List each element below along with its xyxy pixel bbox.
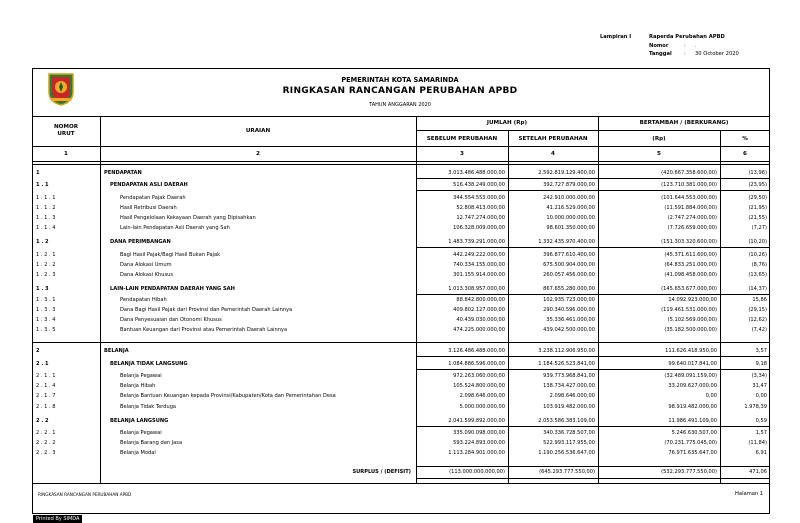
table-cell-rp: 99.640.017.841,00: [668, 361, 717, 367]
table-cell-uraian: BELANJA: [104, 348, 129, 354]
table-cell-uraian: LAIN-LAIN PENDAPATAN DAERAH YANG SAH: [110, 286, 235, 292]
table-cell-rp: (119.461.531.000,00): [661, 307, 717, 313]
printed-by-label: Printed By SIMDA: [33, 515, 82, 523]
table-cell-pct: 6,91: [755, 450, 767, 456]
nomor-label: Nomor: [649, 42, 669, 49]
table-cell-pct: (21,95): [748, 205, 767, 211]
lampiran-block: [600, 33, 739, 59]
table-cell-no: 2 . 1 . 7: [36, 393, 56, 399]
table-cell-uraian: PENDAPATAN: [104, 170, 142, 176]
table-cell-setelah: 242.910.000.000,00: [543, 195, 595, 201]
header-uraian: URAIAN: [245, 128, 271, 134]
table-cell-uraian: PENDAPATAN ASLI DAERAH: [110, 182, 188, 188]
header-urut: URUT: [57, 131, 75, 137]
table-cell-uraian: Belanja Hibah: [120, 383, 156, 389]
table-cell-setelah: 138.734.427.000,00: [543, 383, 595, 389]
table-cell-pct: (14,37): [748, 286, 767, 292]
table-cell-no: 1 . 3 . 5: [36, 327, 56, 333]
table-cell-pct: (3,34): [751, 373, 767, 379]
table-cell-uraian: Dana Alokasi Khusus: [120, 272, 174, 278]
table-cell-no: 1 . 3 . 3: [36, 307, 56, 313]
col-number-1: 1: [64, 151, 68, 157]
header-sebelum: SEBELUM PERUBAHAN: [426, 136, 498, 142]
table-cell-rp: (420.667.358.600,00): [661, 170, 717, 176]
table-cell-setelah: 98.601.350.000,00: [546, 225, 595, 231]
table-cell-setelah: 35.336.461.000,00: [546, 317, 595, 323]
table-cell-setelah: 10.000.000.000,00: [546, 215, 595, 221]
table-cell-sebelum: 5.000.000.000,00: [459, 404, 505, 410]
header-bertambah: BERTAMBAH / (BERKURANG): [639, 120, 729, 126]
table-cell-rp: (123.710.381.000,00): [661, 182, 717, 188]
table-cell-setelah: 3.238.112.906.950,00: [538, 348, 595, 354]
table-cell-pct: (21,55): [748, 215, 767, 221]
table-cell-sebelum: 593.224.893.000,00: [453, 440, 505, 446]
table-cell-setelah: 396.877.610.400,00: [543, 252, 595, 258]
table-cell-sebelum: 2.098.646.000,00: [459, 393, 505, 399]
number-row-line-2: [32, 164, 770, 165]
table-cell-setelah: 675.500.904.000,00: [543, 262, 595, 268]
table-cell-no: 1 . 1 . 4: [36, 225, 56, 231]
table-cell-rp: (64.833.251.000,00): [664, 262, 717, 268]
table-cell-sebelum: 3.126.486.488.000,00: [448, 348, 505, 354]
table-cell-pct: (10,20): [748, 239, 767, 245]
table-cell-pct: (7,42): [751, 327, 767, 333]
table-cell-setelah: 102.935.723.000,00: [543, 297, 595, 303]
table-cell-setelah: 1.332.435.970.400,00: [538, 239, 595, 245]
table-cell-sebelum: 1.113.284.901.000,00: [448, 450, 505, 456]
table-cell-setelah: 290.340.596.000,00: [543, 307, 595, 313]
subtotal-underline: [416, 356, 770, 357]
table-cell-rp: (5.102.569.000,00): [667, 317, 717, 323]
footer-title: RINGKASAN RANCANGAN PERUBAHAN APBD: [38, 492, 132, 497]
table-cell-pct: (13,65): [748, 272, 767, 278]
table-cell-rp: 5.246.630.507,00: [671, 430, 717, 436]
header-nomor: NOMOR: [53, 124, 79, 130]
page-number: Halaman 1: [735, 491, 764, 497]
table-cell-setelah: 2.053.586.383.109,00: [538, 418, 595, 424]
col-number-3: 3: [460, 151, 464, 157]
header-rp: (Rp): [652, 136, 666, 142]
table-cell-pct: 1,57: [755, 430, 767, 436]
header-pct: %: [742, 136, 748, 142]
table-cell-sebelum: 335.090.098.000,00: [453, 430, 505, 436]
header-setelah: SETELAH PERUBAHAN: [518, 136, 588, 142]
table-cell-rp: (45.371.611.600,00): [664, 252, 717, 258]
table-cell-setelah: 2.098.646.000,00: [549, 393, 595, 399]
table-cell-no: 1 . 3 . 1: [36, 297, 56, 303]
lampiran-title: Raperda Perubahan APBD: [649, 34, 725, 40]
subtotal-underline: [416, 369, 770, 370]
table-cell-sebelum: 2.041.599.892.000,00: [448, 418, 505, 424]
table-cell-rp: (145.653.677.000,00): [661, 286, 717, 292]
table-cell-setelah: 1.184.526.523.841,00: [538, 361, 595, 367]
table-cell-pct: 0,00: [755, 393, 767, 399]
table-cell-rp: (11.591.884.000,00): [664, 205, 717, 211]
table-cell-pct: (11,84): [748, 440, 767, 446]
table-cell-no: 1 . 3 . 4: [36, 317, 56, 323]
number-row-line: [32, 161, 770, 162]
table-cell-no: 2 . 2 . 1: [36, 430, 56, 436]
table-cell-uraian: Belanja Pegawai: [120, 430, 162, 436]
table-cell-sebelum: 52.808.413.000,00: [456, 205, 505, 211]
table-cell-rp: 76.971.635.647,00: [668, 450, 717, 456]
table-cell-uraian: BELANJA LANGSUNG: [110, 418, 169, 424]
table-cell-pct: (29,15): [748, 307, 767, 313]
table-cell-sebelum: 12.747.274.000,00: [456, 215, 505, 221]
surplus-label: SURPLUS / (DEFISIT): [352, 469, 411, 475]
table-cell-no: 2: [36, 348, 40, 354]
table-cell-rp: (7.726.659.000,00): [667, 225, 717, 231]
table-cell-rp: (41.098.458.000,00): [664, 272, 717, 278]
subtotal-underline: [416, 190, 770, 191]
table-cell-sebelum: 88.842.800.000,00: [456, 297, 505, 303]
table-cell-pct: 0,59: [755, 418, 767, 424]
table-cell-sebelum: 474.225.000.000,00: [453, 327, 505, 333]
table-cell-sebelum: 3.013.486.488.000,00: [448, 170, 505, 176]
surplus-pct: 471,06: [749, 469, 767, 475]
col-divider: [100, 116, 101, 483]
table-cell-uraian: Dana Penyesuaian dan Otonomi Khusus: [120, 317, 222, 323]
table-cell-rp: 14.092.923.000,00: [668, 297, 717, 303]
table-cell-no: 2 . 1 . 1: [36, 373, 56, 379]
table-cell-sebelum: 301.155.914.000,00: [453, 272, 505, 278]
table-cell-setelah: 103.919.482.000,00: [543, 404, 595, 410]
table-cell-pct: (8,76): [751, 262, 767, 268]
table-cell-no: 1 . 1: [36, 182, 49, 188]
table-cell-sebelum: 516.438.249.000,00: [453, 182, 505, 188]
table-cell-sebelum: 344.554.553.000,00: [453, 195, 505, 201]
table-cell-no: 1 . 1 . 2: [36, 205, 56, 211]
table-cell-uraian: Pendapatan Pajak Daerah: [120, 195, 186, 201]
table-cell-rp: (70.231.775.045,00): [664, 440, 717, 446]
table-cell-sebelum: 105.524.800.000,00: [453, 383, 505, 389]
col-number-4: 4: [551, 151, 555, 157]
table-bottom-border: [32, 483, 770, 484]
table-cell-rp: 98.919.482.000,00: [668, 404, 717, 410]
surplus-setelah: (645.293.777.550,00): [539, 469, 595, 475]
table-cell-rp: (151.303.320.600,00): [661, 239, 717, 245]
table-cell-no: 1 . 2 . 1: [36, 252, 56, 258]
table-cell-rp: (2.747.274.000,00): [667, 215, 717, 221]
header-line-1: PEMERINTAH KOTA SAMARINDA: [341, 76, 459, 84]
table-top-border: [32, 116, 770, 117]
table-cell-rp: (35.182.500.000,00): [664, 327, 717, 333]
table-cell-sebelum: 442.249.222.000,00: [453, 252, 505, 258]
table-cell-pct: (13,96): [748, 170, 767, 176]
surplus-top-line: [416, 466, 770, 467]
table-cell-no: 2 . 2 . 3: [36, 450, 56, 456]
table-cell-no: 2 . 1 . 4: [36, 383, 56, 389]
table-cell-setelah: 939.773.968.841,00: [543, 373, 595, 379]
table-cell-no: 2 . 2 . 2: [36, 440, 56, 446]
col-number-6: 6: [743, 151, 747, 157]
tanggal-value: 30 October 2020: [695, 51, 739, 58]
table-cell-uraian: Pendapatan Hibah: [120, 297, 167, 303]
table-cell-no: 1 . 2 . 3: [36, 272, 56, 278]
section-separator: [32, 342, 770, 343]
table-cell-no: 1 . 2: [36, 239, 49, 245]
table-cell-pct: (12,62): [748, 317, 767, 323]
table-cell-sebelum: 1.084.886.596.000,00: [448, 361, 505, 367]
table-cell-pct: (10,26): [748, 252, 767, 258]
table-cell-setelah: 439.042.500.000,00: [543, 327, 595, 333]
table-cell-no: 2 . 1 . 8: [36, 404, 56, 410]
table-cell-pct: (7,27): [751, 225, 767, 231]
table-cell-setelah: 2.592.819.129.400,00: [538, 170, 595, 176]
subtotal-underline: [416, 294, 770, 295]
table-cell-pct: 1.978,39: [744, 404, 767, 410]
table-cell-sebelum: 106.328.009.000,00: [453, 225, 505, 231]
table-cell-uraian: Hasil Retribusi Daerah: [120, 205, 177, 211]
table-cell-no: 1 . 1 . 1: [36, 195, 56, 201]
header-year: TAHUN ANGGARAN 2020: [369, 102, 431, 108]
table-cell-no: 2 . 1: [36, 361, 49, 367]
table-cell-no: 1 . 3: [36, 286, 49, 292]
tanggal-label: Tanggal: [649, 51, 672, 58]
table-cell-uraian: Belanja Barang dan Jasa: [120, 440, 183, 446]
subtotal-underline: [416, 426, 770, 427]
table-cell-setelah: 260.057.456.000,00: [543, 272, 595, 278]
table-cell-no: 1 . 1 . 3: [36, 215, 56, 221]
table-cell-rp: (101.644.553.000,00): [661, 195, 717, 201]
table-cell-uraian: Hasil Pengelolaan Kekayaan Daerah yang Dipisahkan: [120, 215, 256, 221]
table-cell-setelah: 867.655.280.000,00: [543, 286, 595, 292]
header-split-line: [416, 130, 770, 131]
table-cell-uraian: Belanja Tidak Terduga: [120, 404, 177, 410]
subtotal-underline: [416, 247, 770, 248]
table-cell-pct: (29,50): [748, 195, 767, 201]
table-cell-pct: (23,95): [748, 182, 767, 188]
table-cell-uraian: Belanja Pegawai: [120, 373, 162, 379]
table-cell-no: 2 . 2: [36, 418, 49, 424]
header-bottom-line: [32, 146, 770, 147]
table-cell-no: 1 . 2 . 2: [36, 262, 56, 268]
table-cell-uraian: Dana Alokasi Umum: [120, 262, 172, 268]
table-cell-setelah: 340.336.728.507,00: [543, 430, 595, 436]
table-cell-uraian: DANA PERIMBANGAN: [110, 239, 171, 245]
nomor-value: .: [695, 42, 697, 49]
table-cell-setelah: 41.216.529.000,00: [546, 205, 595, 211]
surplus-bottom-line: [416, 478, 770, 479]
table-cell-uraian: Belanja Modal: [120, 450, 156, 456]
table-cell-setelah: 522.993.117.955,00: [543, 440, 595, 446]
table-cell-rp: (32.489.091.159,00): [664, 373, 717, 379]
table-cell-pct: 15,86: [752, 297, 767, 303]
table-cell-no: 1: [36, 170, 40, 176]
surplus-rp: (532.293.777.550,00): [661, 469, 717, 475]
lampiran-label: Lampiran I: [600, 34, 632, 40]
table-cell-pct: 31,47: [752, 383, 767, 389]
table-cell-uraian: Belanja Bantuan Keuangan kepada Provinsi/Kabupaten/Kota dan Pemerintahan Desa: [120, 393, 336, 399]
table-cell-uraian: Bagi Hasil Pajak/Bagi Hasil Bukan Pajak: [120, 252, 221, 258]
table-cell-sebelum: 1.483.739.291.000,00: [448, 239, 505, 245]
table-cell-setelah: 1.190.256.536.647,00: [538, 450, 595, 456]
table-cell-sebelum: 1.013.308.957.000,00: [448, 286, 505, 292]
table-cell-uraian: Dana Bagi Hasil Pajak dari Provinsi dan Pemerintah Daerah Lainnya: [120, 307, 293, 313]
table-cell-uraian: Bantuan Keuangan dari Provinsi atau Pemerintah Daerah Lainnya: [120, 327, 288, 333]
table-cell-sebelum: 972.263.060.000,00: [453, 373, 505, 379]
table-cell-rp: 33.209.627.000,00: [668, 383, 717, 389]
subtotal-underline: [416, 178, 770, 179]
surplus-sebelum: (113.000.000.000,00): [449, 469, 505, 475]
col-number-2: 2: [256, 151, 260, 157]
table-cell-sebelum: 409.802.127.000,00: [453, 307, 505, 313]
table-cell-uraian: BELANJA TIDAK LANGSUNG: [110, 361, 188, 367]
header-title: RINGKASAN RANCANGAN PERUBAHAN APBD: [282, 86, 518, 96]
table-cell-sebelum: 740.334.155.000,00: [453, 262, 505, 268]
tanggal-colon: :: [684, 51, 686, 58]
table-cell-pct: 3,57: [755, 348, 767, 354]
table-cell-rp: 11.986.491.109,00: [668, 418, 717, 424]
table-cell-setelah: 392.727.879.000,00: [543, 182, 595, 188]
table-cell-rp: 111.626.418.950,00: [665, 348, 717, 354]
table-cell-rp: 0,00: [705, 393, 717, 399]
header-jumlah: JUMLAH (Rp): [486, 120, 528, 126]
table-cell-sebelum: 40.439.030.000,00: [456, 317, 505, 323]
table-cell-uraian: Lain-lain Pendapatan Asli Daerah yang Sah: [120, 225, 230, 231]
table-cell-pct: 9,18: [755, 361, 767, 367]
col-number-5: 5: [657, 151, 661, 157]
nomor-colon: :: [684, 42, 686, 49]
